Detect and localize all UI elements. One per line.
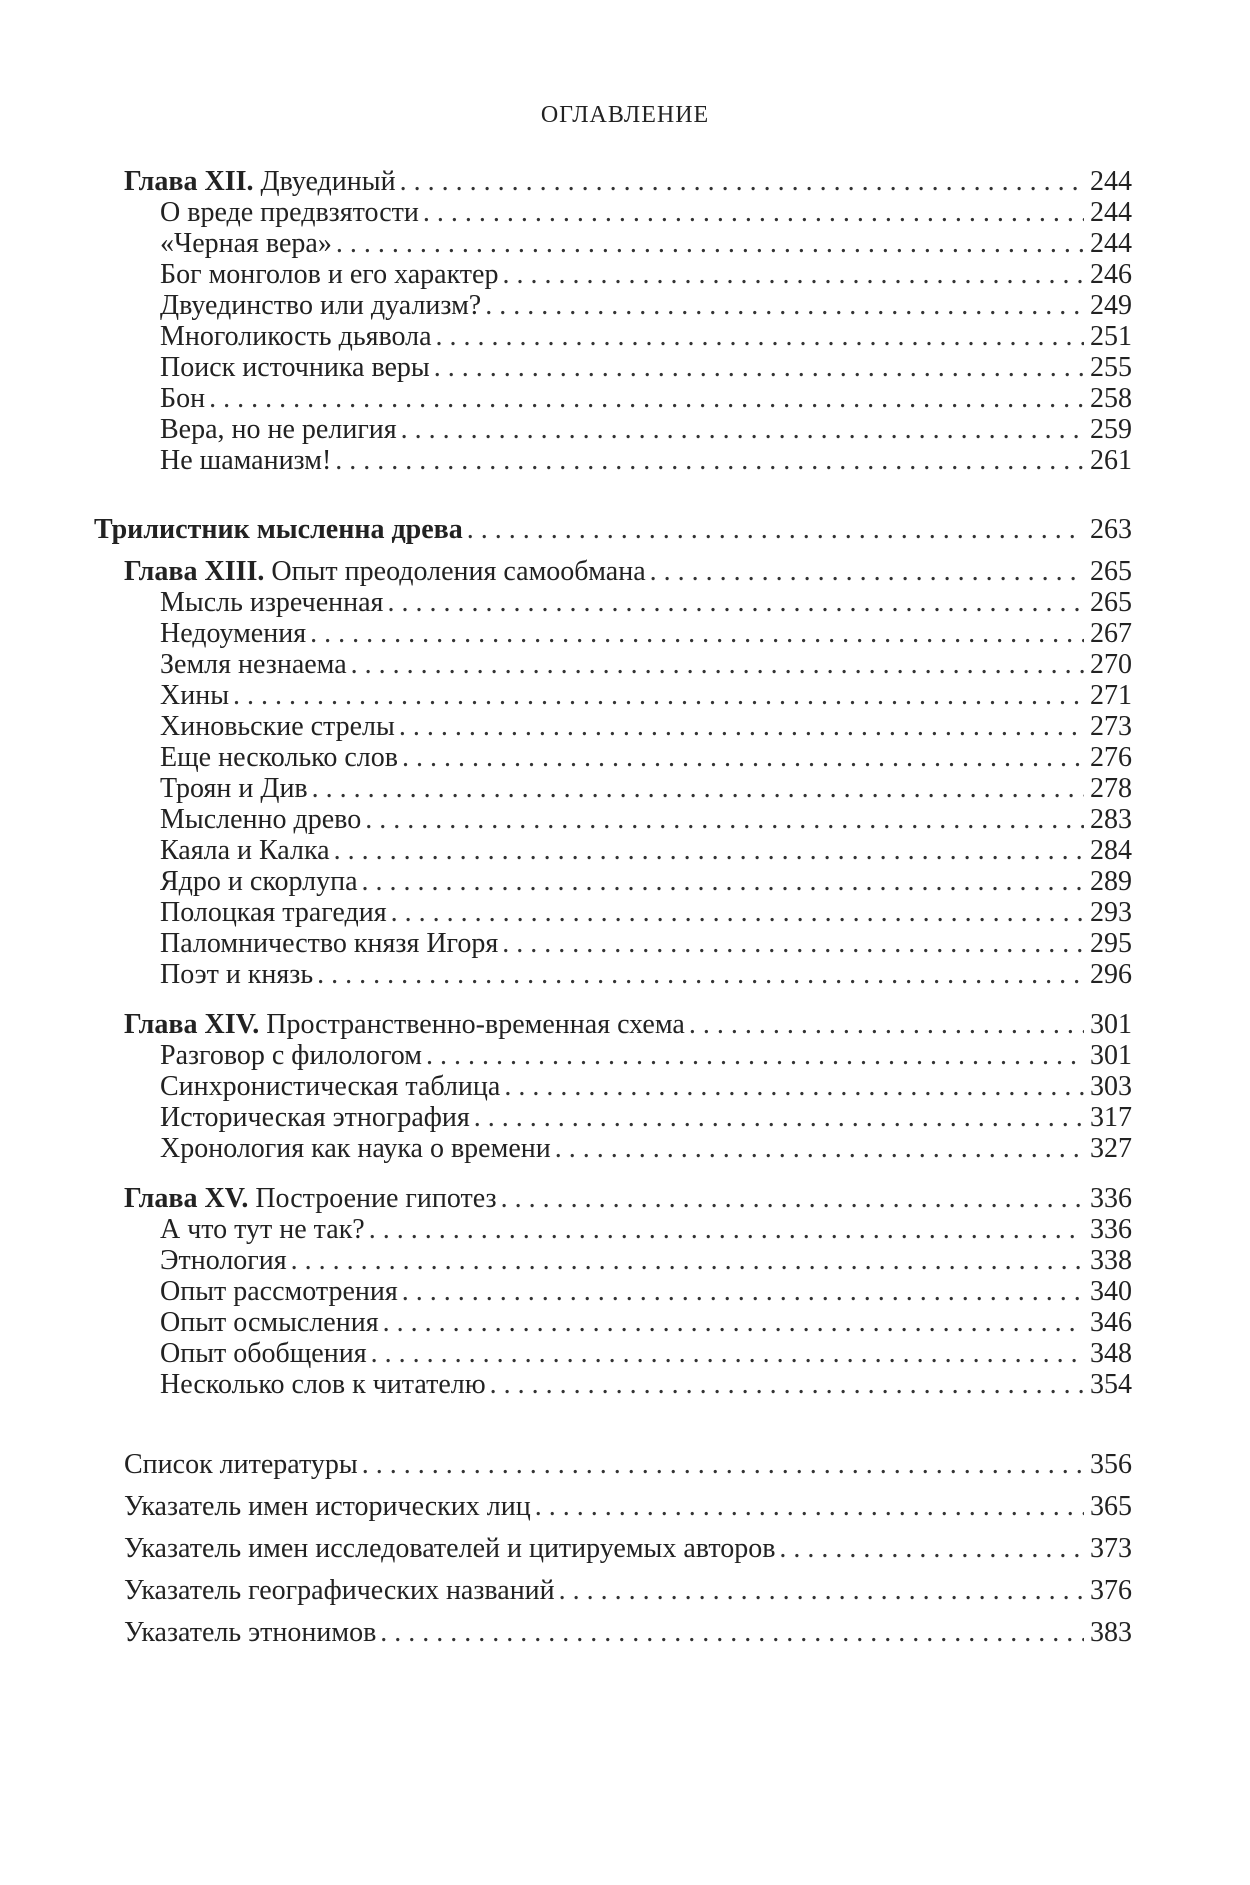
dot-leader	[334, 834, 1084, 868]
dot-leader	[779, 1532, 1084, 1566]
toc-entry-section	[160, 413, 1132, 447]
dot-leader	[399, 710, 1084, 744]
toc-entry-page-number: 336	[1090, 1183, 1132, 1214]
toc-entry-title: Недоумения	[160, 618, 307, 649]
toc-entry-page-number: 244	[1090, 166, 1132, 197]
dot-leader	[436, 320, 1084, 354]
page-title: ОГЛАВЛЕНИЕ	[540, 102, 710, 128]
toc-entry-label	[160, 834, 330, 868]
toc-entry-label	[160, 413, 397, 447]
toc-entry-title: Опыт преодоления самообмана	[271, 556, 646, 587]
toc-entry-section	[160, 351, 1132, 385]
toc-entry-page-number: 295	[1090, 928, 1132, 959]
toc-entry-back	[124, 1616, 1132, 1650]
toc-entry-section	[160, 958, 1132, 992]
toc-entry-section	[160, 1070, 1132, 1104]
toc-entry-section	[160, 1306, 1132, 1340]
toc-entry-title: Мысленно древо	[160, 804, 362, 835]
dot-leader	[689, 1008, 1084, 1042]
toc-entry-label	[124, 165, 396, 199]
toc-entry-chapter	[124, 165, 1132, 199]
toc-entry-label	[160, 382, 205, 416]
toc-entry-title: Хины	[160, 680, 230, 711]
toc-entry-section	[160, 710, 1132, 744]
dot-leader	[402, 741, 1084, 775]
toc-entry-label	[160, 196, 419, 230]
toc-entry-title: О вреде предвзятости	[160, 197, 419, 228]
chapter-number: Глава XIII.	[124, 556, 265, 587]
toc-entry-chapter	[124, 1182, 1132, 1216]
toc-entry-page-number: 249	[1090, 290, 1132, 321]
toc-entry-label	[124, 555, 646, 589]
toc-entry-page-number: 354	[1090, 1369, 1132, 1400]
toc-entry-page-number: 317	[1090, 1102, 1132, 1133]
toc-entry-label	[160, 1368, 486, 1402]
toc-entry-title: «Черная вера»	[160, 228, 332, 259]
toc-entry-label	[124, 1448, 358, 1482]
toc-entry-label	[124, 1574, 555, 1608]
toc-entry-title: Опыт обобщения	[160, 1338, 367, 1369]
toc-entry-title: Опыт рассмотрения	[160, 1276, 398, 1307]
toc-entry-page-number: 265	[1090, 587, 1132, 618]
toc-entry-page-number: 373	[1090, 1533, 1132, 1564]
toc-entry-section	[160, 617, 1132, 651]
dot-leader	[336, 227, 1084, 261]
toc-entry-chapter	[124, 555, 1132, 589]
toc-entry-page-number: 346	[1090, 1307, 1132, 1338]
dot-leader	[504, 1070, 1084, 1104]
toc-entry-title: Бон	[160, 383, 206, 414]
toc-entry-title: Разговор с филологом	[160, 1040, 422, 1071]
dot-leader	[380, 1616, 1084, 1650]
dot-leader	[434, 351, 1084, 385]
toc-entry-section	[160, 1244, 1132, 1278]
toc-entry-part	[94, 513, 1132, 547]
toc-entry-label	[94, 513, 463, 547]
dot-leader	[387, 586, 1084, 620]
toc-entry-page-number: 348	[1090, 1338, 1132, 1369]
dot-leader	[423, 196, 1084, 230]
toc-entry-section	[160, 648, 1132, 682]
toc-entry-title: Синхронистическая таблица	[160, 1071, 501, 1102]
toc-entry-section	[160, 1132, 1132, 1166]
toc-entry-section	[160, 896, 1132, 930]
toc-entry-title: Земля незнаема	[160, 649, 347, 680]
toc-entry-label	[160, 648, 347, 682]
toc-entry-page-number: 267	[1090, 618, 1132, 649]
toc-entry-page-number: 265	[1090, 556, 1132, 587]
toc-entry-section	[160, 865, 1132, 899]
toc-entry-title: Опыт осмысления	[160, 1307, 379, 1338]
dot-leader	[371, 1337, 1084, 1371]
chapter-number: Глава XII.	[124, 166, 254, 197]
toc-entry-page-number: 278	[1090, 773, 1132, 804]
toc-entry-label	[160, 803, 361, 837]
dot-leader	[467, 513, 1084, 547]
toc-entry-label	[160, 1306, 379, 1340]
dot-leader	[650, 555, 1084, 589]
toc-entry-title: Список литературы	[124, 1449, 358, 1480]
dot-leader	[501, 1182, 1084, 1216]
chapter-number: Глава XIV.	[124, 1009, 260, 1040]
toc-entry-back	[124, 1448, 1132, 1482]
dot-leader	[401, 413, 1084, 447]
toc-entry-title: Каяла и Калка	[160, 835, 330, 866]
dot-leader	[369, 1213, 1084, 1247]
toc-entry-section	[160, 227, 1132, 261]
toc-entry-page-number: 376	[1090, 1575, 1132, 1606]
toc-entry-label	[160, 927, 498, 961]
toc-entry-title: Еще несколько слов	[160, 742, 398, 773]
toc-entry-title: Полоцкая трагедия	[160, 897, 387, 928]
toc-entry-label	[160, 741, 398, 775]
toc-entry-page-number: 263	[1090, 514, 1132, 545]
toc-entry-page-number: 251	[1090, 321, 1132, 352]
toc-entry-title: Хиновьские стрелы	[160, 711, 395, 742]
toc-entry-title: Трилистник мысленна древа	[94, 514, 463, 545]
toc-entry-title: Не шаманизм!	[160, 445, 332, 476]
toc-entry-title: Несколько слов к читателю	[160, 1369, 486, 1400]
toc-entry-page-number: 336	[1090, 1214, 1132, 1245]
toc-entry-page-number: 255	[1090, 352, 1132, 383]
dot-leader	[485, 289, 1084, 323]
toc-entry-label	[160, 617, 306, 651]
toc-entry-title: Пространственно-временная схема	[266, 1009, 685, 1040]
toc-entry-title: Указатель географических названий	[124, 1575, 555, 1606]
toc-entry-title: Двуединство или дуализм?	[160, 290, 482, 321]
toc-entry-label	[160, 289, 481, 323]
dot-leader	[312, 772, 1084, 806]
toc-entry-section	[160, 320, 1132, 354]
toc-entry-title: Построение гипотез	[255, 1183, 497, 1214]
toc-entry-section	[160, 1275, 1132, 1309]
toc-entry-section	[160, 196, 1132, 230]
dot-leader	[400, 165, 1084, 199]
toc-entry-page-number: 258	[1090, 383, 1132, 414]
toc-entry-label	[124, 1490, 531, 1524]
toc-entry-label	[160, 772, 308, 806]
toc-entry-title: Указатель имен исторических лиц	[124, 1491, 531, 1522]
toc-entry-section	[160, 258, 1132, 292]
toc-entry-label	[160, 444, 331, 478]
toc-entry-label	[160, 1070, 500, 1104]
dot-leader	[365, 803, 1084, 837]
toc-entry-label	[160, 865, 358, 899]
toc-entry-page-number: 244	[1090, 228, 1132, 259]
dot-leader	[502, 258, 1084, 292]
dot-leader	[233, 679, 1084, 713]
dot-leader	[383, 1306, 1084, 1340]
dot-leader	[402, 1275, 1084, 1309]
dot-leader	[535, 1490, 1084, 1524]
toc-entry-section	[160, 444, 1132, 478]
toc-entry-label	[160, 896, 387, 930]
toc-entry-page-number: 244	[1090, 197, 1132, 228]
toc-entry-label	[160, 1213, 365, 1247]
toc-entry-label	[160, 1275, 398, 1309]
toc-entry-page-number: 356	[1090, 1449, 1132, 1480]
dot-leader	[502, 927, 1084, 961]
toc-entry-back	[124, 1490, 1132, 1524]
toc-entry-title: А что тут не так?	[160, 1214, 365, 1245]
toc-entry-label	[160, 1337, 367, 1371]
toc-entry-page-number: 270	[1090, 649, 1132, 680]
dot-leader	[362, 1448, 1084, 1482]
toc-entry-page-number: 327	[1090, 1133, 1132, 1164]
toc-entry-label	[160, 1244, 287, 1278]
toc-entry-section	[160, 586, 1132, 620]
toc-entry-section	[160, 772, 1132, 806]
toc-entry-title: Мысль изреченная	[160, 587, 384, 618]
dot-leader	[335, 444, 1084, 478]
toc-entry-section	[160, 382, 1132, 416]
chapter-number: Глава XV.	[124, 1183, 249, 1214]
toc-entry-page-number: 383	[1090, 1617, 1132, 1648]
toc-entry-section	[160, 741, 1132, 775]
toc-entry-back	[124, 1574, 1132, 1608]
dot-leader	[291, 1244, 1084, 1278]
toc-entry-back	[124, 1532, 1132, 1566]
toc-entry-label	[160, 958, 313, 992]
toc-entry-section	[160, 834, 1132, 868]
toc-entry-title: Указатель имен исследователей и цитируемых авторов	[124, 1533, 776, 1564]
toc-entry-page-number: 261	[1090, 445, 1132, 476]
toc-entry-title: Вера, но не религия	[160, 414, 397, 445]
toc-entry-page-number: 301	[1090, 1040, 1132, 1071]
toc-entry-page-number: 289	[1090, 866, 1132, 897]
toc-entry-label	[160, 351, 430, 385]
dot-leader	[209, 382, 1084, 416]
toc-entry-title: Бог монголов и его характер	[160, 259, 499, 290]
toc-entry-title: Паломничество князя Игоря	[160, 928, 499, 959]
toc-entry-page-number: 246	[1090, 259, 1132, 290]
toc-entry-title: Троян и Див	[160, 773, 308, 804]
toc-entry-label	[124, 1182, 497, 1216]
dot-leader	[310, 617, 1084, 651]
toc-entry-page-number: 284	[1090, 835, 1132, 866]
toc-entry-label	[160, 679, 229, 713]
toc-entry-section	[160, 1368, 1132, 1402]
dot-leader	[362, 865, 1084, 899]
toc-entry-page-number: 283	[1090, 804, 1132, 835]
toc-entry-label	[160, 1039, 422, 1073]
toc-entry-page-number: 296	[1090, 959, 1132, 990]
toc-entry-title: Многоликость дьявола	[160, 321, 432, 352]
dot-leader	[317, 958, 1084, 992]
toc-entry-title: Историческая этнография	[160, 1102, 470, 1133]
toc-entry-page-number: 273	[1090, 711, 1132, 742]
toc-entry-page-number: 340	[1090, 1276, 1132, 1307]
toc-entry-chapter	[124, 1008, 1132, 1042]
dot-leader	[351, 648, 1084, 682]
toc-entry-section	[160, 1039, 1132, 1073]
toc-entry-title: Хронология как наука о времени	[160, 1133, 551, 1164]
toc-entry-title: Ядро и скорлупа	[160, 866, 358, 897]
dot-leader	[555, 1132, 1084, 1166]
dot-leader	[391, 896, 1084, 930]
toc-entry-label	[160, 320, 432, 354]
dot-leader	[474, 1101, 1084, 1135]
toc-entry-page-number: 365	[1090, 1491, 1132, 1522]
toc-entry-page-number: 259	[1090, 414, 1132, 445]
toc-entry-title: Поэт и князь	[160, 959, 314, 990]
toc-entry-title: Двуединый	[260, 166, 396, 197]
toc-entry-label	[160, 1132, 551, 1166]
toc-entry-title: Указатель этнонимов	[124, 1617, 377, 1648]
toc-entry-page-number: 303	[1090, 1071, 1132, 1102]
toc-entry-section	[160, 927, 1132, 961]
toc-entry-label	[124, 1532, 775, 1566]
toc-entry-section	[160, 679, 1132, 713]
toc-entry-title: Поиск источника веры	[160, 352, 430, 383]
toc-entry-page-number: 293	[1090, 897, 1132, 928]
toc-entry-label	[160, 710, 395, 744]
toc-entry-label	[124, 1008, 685, 1042]
toc-entry-section	[160, 803, 1132, 837]
toc-entry-page-number: 338	[1090, 1245, 1132, 1276]
toc-entry-page-number: 276	[1090, 742, 1132, 773]
toc-entry-label	[160, 258, 498, 292]
toc-entry-page-number: 301	[1090, 1009, 1132, 1040]
toc-entry-label	[160, 227, 332, 261]
toc-entry-section	[160, 289, 1132, 323]
toc-entry-section	[160, 1213, 1132, 1247]
toc-entry-section	[160, 1101, 1132, 1135]
toc-entry-page-number: 271	[1090, 680, 1132, 711]
toc-entry-section	[160, 1337, 1132, 1371]
toc-entry-title: Этнология	[160, 1245, 287, 1276]
toc-entry-label	[124, 1616, 376, 1650]
toc-entry-label	[160, 586, 383, 620]
dot-leader	[559, 1574, 1084, 1608]
dot-leader	[490, 1368, 1084, 1402]
toc-entry-label	[160, 1101, 470, 1135]
dot-leader	[426, 1039, 1084, 1073]
